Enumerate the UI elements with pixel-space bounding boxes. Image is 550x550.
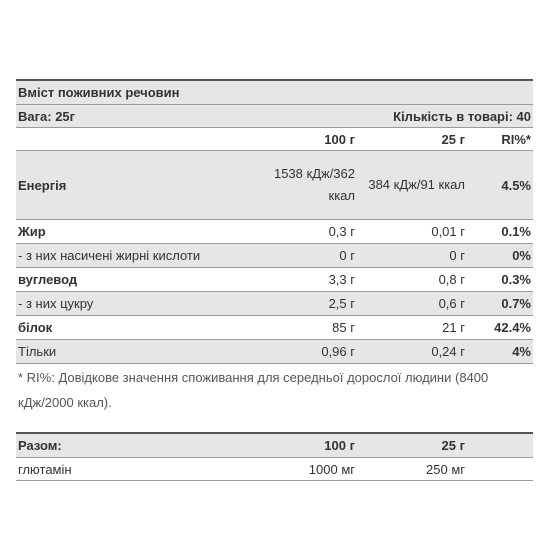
row-value-25g: 0,6 г [438, 296, 465, 311]
row-value-25g: 384 кДж/91 ккал [368, 177, 465, 192]
row-value-100g: 0,96 г [321, 344, 355, 359]
quantity-label: Кількість в товарі: 40 [393, 108, 531, 124]
row-value-25g: 0 г [449, 248, 465, 263]
row-value-100g: 3,3 г [328, 272, 355, 287]
row-ri: 0.3% [501, 272, 531, 287]
row-value-25g: 0,24 г [431, 344, 465, 359]
row-ri: 0.7% [501, 296, 531, 311]
row-ri: 4.5% [501, 177, 531, 193]
row-label: вуглевод [18, 272, 78, 287]
row-label: Тільки [18, 344, 57, 359]
header-100g: 100 г [324, 131, 355, 147]
row-label: білок [18, 320, 53, 335]
table-title: Вміст поживних речовин [18, 85, 180, 100]
row-ri: 4% [512, 344, 531, 359]
row-label: Жир [18, 224, 46, 239]
row-value-100g: 0 г [339, 248, 355, 263]
row-value-25g: 0,8 г [438, 272, 465, 287]
row-value-100g: 2,5 г [328, 296, 355, 311]
row-ri: 0.1% [501, 224, 531, 239]
totals-header-row [16, 434, 533, 457]
table-row [16, 151, 533, 219]
nutrition-table [16, 79, 533, 481]
row-value-25g: 21 г [442, 320, 465, 335]
totals-row-label: глютамін [18, 461, 72, 477]
totals-label: Разом: [18, 438, 62, 453]
table-row [16, 244, 533, 267]
row-value-100g: 1538 кДж/362 ккал [273, 166, 355, 203]
totals-row-25g: 250 мг [426, 461, 465, 477]
row-value-100g: 0,3 г [328, 224, 355, 239]
row-label: - з них насичені жирні кислоти [18, 248, 201, 263]
row-value-100g: 85 г [332, 320, 355, 335]
row-ri: 0% [512, 248, 531, 263]
table-row [16, 340, 533, 363]
row-label: - з них цукру [18, 296, 94, 311]
totals-row [16, 458, 533, 480]
totals-header-25g: 25 г [441, 438, 465, 453]
table-row [16, 292, 533, 315]
header-25g: 25 г [441, 131, 465, 147]
table-row [16, 268, 533, 291]
table-title-row [16, 81, 533, 104]
totals-row-100g: 1000 мг [308, 461, 355, 477]
divider [16, 480, 533, 481]
spacer [16, 416, 533, 432]
table-row [16, 316, 533, 339]
column-header-row [16, 128, 533, 150]
weight-label: Вага: 25г [18, 108, 76, 124]
totals-header-100g: 100 г [324, 438, 355, 453]
row-label: Енергія [18, 177, 67, 193]
weight-row [16, 105, 533, 127]
row-value-25g: 0,01 г [431, 224, 465, 239]
footnote: * RI%: Довідкове значення споживання для середньої дорослої людини (8400 кДж/2000 ккал). [18, 370, 489, 410]
table-row [16, 220, 533, 243]
header-ri: RI%* [501, 131, 531, 147]
row-ri: 42.4% [494, 320, 531, 335]
